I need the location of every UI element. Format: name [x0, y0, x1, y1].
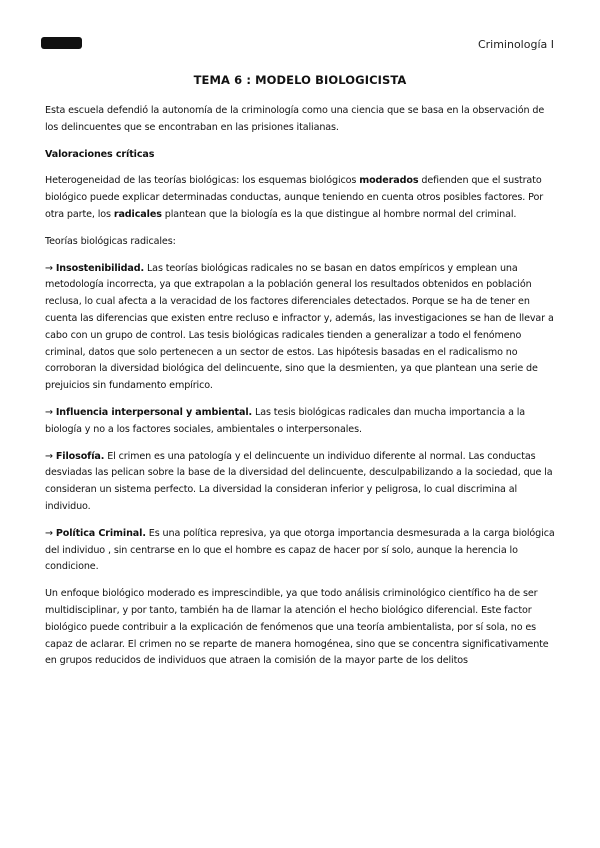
intro-paragraph: Esta escuela defendió la autonomía de la criminología como una ciencia que se basa en la observación de los delincuentes que se encontraban en las prisiones italianas. — [45, 105, 545, 133]
document-header-subject: Criminología I — [477, 38, 554, 51]
term-radicales: radicales — [113, 208, 162, 220]
conclusion-paragraph: Un enfoque biológico moderado es imprescindible, ya que todo análisis criminológico científico ha de ser multidisciplinar, y por tanto, también ha de llamar la atención el hecho biológico diferencial. Este factor biológico puede contribuir a la explicación de fenómenos que una teoría ambientalista, por sí sola, no es capaz de aclarar. El crimen no se reparte de manera homogénea, sino que se concentra significativamente en grupos reducidos de individuos que atraen la comisión de la mayor parte de los delitos — [45, 588, 549, 667]
item-term: Influencia interpersonal y ambiental. — [55, 406, 253, 418]
arrow-icon: → — [45, 262, 53, 274]
list-item — [45, 261, 557, 395]
valoraciones-heading: Valoraciones críticas — [45, 148, 155, 160]
list-item — [45, 526, 557, 576]
item-text: Es una política represiva, ya que otorga importancia desmesurada a la carga biológica del individuo , sin centrarse en lo que el hombre es capaz de hacer por sí solo, aunque la herencia lo condicione. — [45, 527, 555, 573]
document-body — [45, 103, 557, 680]
item-text: Las teorías biológicas radicales no se basan en datos empíricos y emplean una metodología incorrecta, ya que extrapolan a la población general los resultados obtenidos en población reclusa, lo cual afecta a la veracidad de los factores diferenciales detectados. Porque se ha de tener en cuenta las diferencias que existen entre recluso e infractor y, además, las investigaciones se han de llevar a cabo con un grupo de control. Las tesis biológicas radicales tienden a generalizar a todo el fenómeno criminal, datos que solo pertenecen a un sector de estos. Las hipótesis basadas en el radicalismo no corroboran la diversidad biológica del delincuente, sino que la desmienten, ya que plantean una serie de prejuicios sin fundamento empírico. — [45, 262, 554, 392]
redacted-name-bar — [41, 37, 82, 49]
item-term: Insostenibilidad. — [55, 262, 145, 274]
list-item — [45, 449, 557, 516]
arrow-icon: → — [45, 527, 53, 539]
arrow-icon: → — [45, 450, 53, 462]
item-term: Filosofía. — [55, 450, 105, 462]
valoraciones-paragraph: Heterogeneidad de las teorías biológicas: los esquemas biológicos moderados defienden que el sustrato biológico puede explicar determinadas conductas, aunque teniendo en cuenta otros posibles factores. Por otra parte, los radicales plantean que la biología es la que distingue al hombre normal del criminal. — [45, 175, 544, 220]
document-title: TEMA 6 : MODELO BIOLOGICISTA — [193, 73, 407, 87]
radicales-heading: Teorías biológicas radicales: — [45, 235, 176, 247]
arrow-icon: → — [45, 406, 53, 418]
list-item — [45, 405, 557, 439]
item-text: Las tesis biológicas radicales dan mucha importancia a la biología y no a los factores sociales, ambientales o interpersonales. — [45, 406, 526, 435]
item-term: Política Criminal. — [55, 527, 146, 539]
term-moderados: moderados — [359, 175, 419, 187]
item-text: El crimen es una patología y el delincuente un individuo diferente al normal. Las conductas desviadas las pelican sobre la base de la diversidad del delincuente, desculpabilizando a la sociedad, que la consideran un sistema perfecto. La diversidad la consideran inferior y peligrosa, lo cual discrimina al individuo. — [45, 450, 553, 512]
